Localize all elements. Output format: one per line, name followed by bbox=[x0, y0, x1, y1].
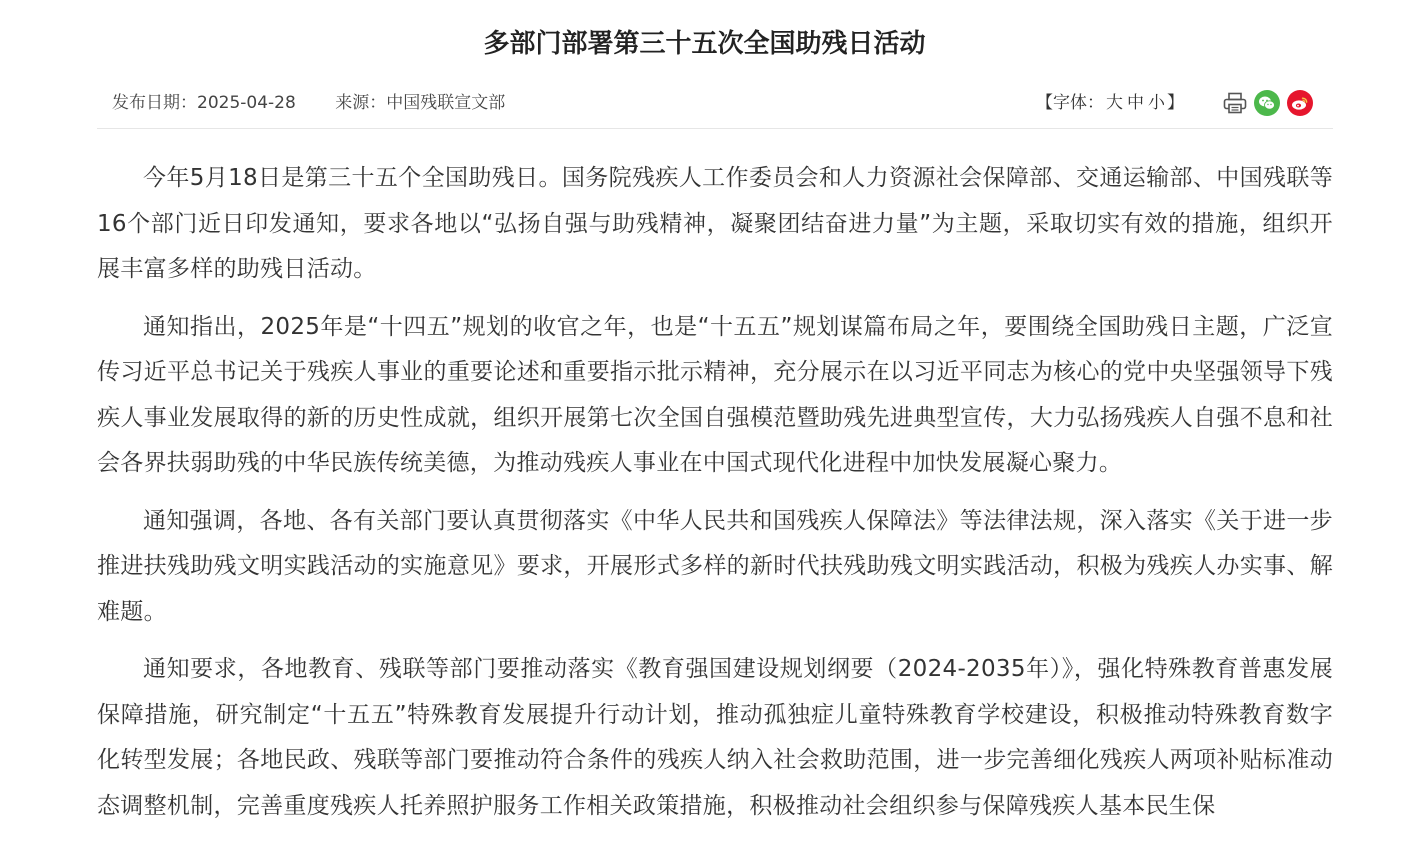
source-name: 中国残联宣文部 bbox=[386, 93, 506, 113]
publish-date: 2025-04-28 bbox=[197, 93, 296, 113]
weibo-share-button[interactable] bbox=[1287, 90, 1313, 116]
font-size-large-button[interactable]: 大 bbox=[1106, 93, 1123, 113]
printer-icon[interactable] bbox=[1222, 90, 1248, 116]
wechat-icon[interactable] bbox=[1254, 90, 1280, 116]
font-size-switcher bbox=[1036, 90, 1184, 116]
font-size-prefix: 【字体： bbox=[1036, 93, 1104, 113]
publish-date-label: 发布日期： bbox=[112, 93, 197, 113]
article-paragraph: 今年5月18日是第三十五个全国助残日。国务院残疾人工作委员会和人力资源社会保障部、交通运输部、中国残联等16个部门近日印发通知，要求各地以“弘扬自强与助残精神，凝聚团结奋进力量”为主题，采取切实有效的措施，组织开展丰富多样的助残日活动。 bbox=[97, 165, 1333, 282]
wechat-share-button[interactable] bbox=[1254, 90, 1280, 116]
article-title: 多部门部署第三十五次全国助残日活动 bbox=[483, 29, 926, 59]
article-paragraph: 通知强调，各地、各有关部门要认真贯彻落实《中华人民共和国残疾人保障法》等法律法规，深入落实《关于进一步推进扶残助残文明实践活动的实施意见》要求，开展形式多样的新时代扶残助残文明实践活动，积极为残疾人办实事、解难题。 bbox=[97, 507, 1333, 625]
header-divider bbox=[97, 128, 1333, 129]
print-button[interactable] bbox=[1222, 90, 1248, 116]
article-meta bbox=[112, 90, 505, 116]
weibo-icon[interactable] bbox=[1287, 90, 1313, 116]
font-size-suffix: 】 bbox=[1167, 93, 1184, 113]
font-size-small-button[interactable]: 小 bbox=[1148, 93, 1165, 113]
font-size-medium-button[interactable]: 中 bbox=[1127, 93, 1144, 113]
source-label: 来源： bbox=[335, 93, 387, 113]
article-paragraph: 通知要求，各地教育、残联等部门要推动落实《教育强国建设规划纲要（2024-2035年）》，强化特殊教育普惠发展保障措施，研究制定“十五五”特殊教育发展提升行动计划，推动孤独症儿童特殊教育学校建设，积极推动特殊教育数字化转型发展；各地民政、残联等部门要推动符合条件的残疾人纳入社会救助范围，进一步完善细化残疾人两项补贴标准动态调整机制，完善重度残疾人托养照护服务工作相关政策措施，积极推动社会组织参与保障残疾人基本民生保 bbox=[97, 656, 1333, 819]
article-paragraph: 通知指出，2025年是“十四五”规划的收官之年，也是“十五五”规划谋篇布局之年，要围绕全国助残日主题，广泛宣传习近平总书记关于残疾人事业的重要论述和重要指示批示精神，充分展示在以习近平同志为核心的党中央坚强领导下残疾人事业发展取得的新的历史性成就，组织开展第七次全国自强模范暨助残先进典型宣传，大力弘扬残疾人自强不息和社会各界扶弱助残的中华民族传统美德，为推动残疾人事业在中国式现代化进程中加快发展凝心聚力。 bbox=[97, 313, 1333, 476]
article-body bbox=[97, 156, 1333, 841]
